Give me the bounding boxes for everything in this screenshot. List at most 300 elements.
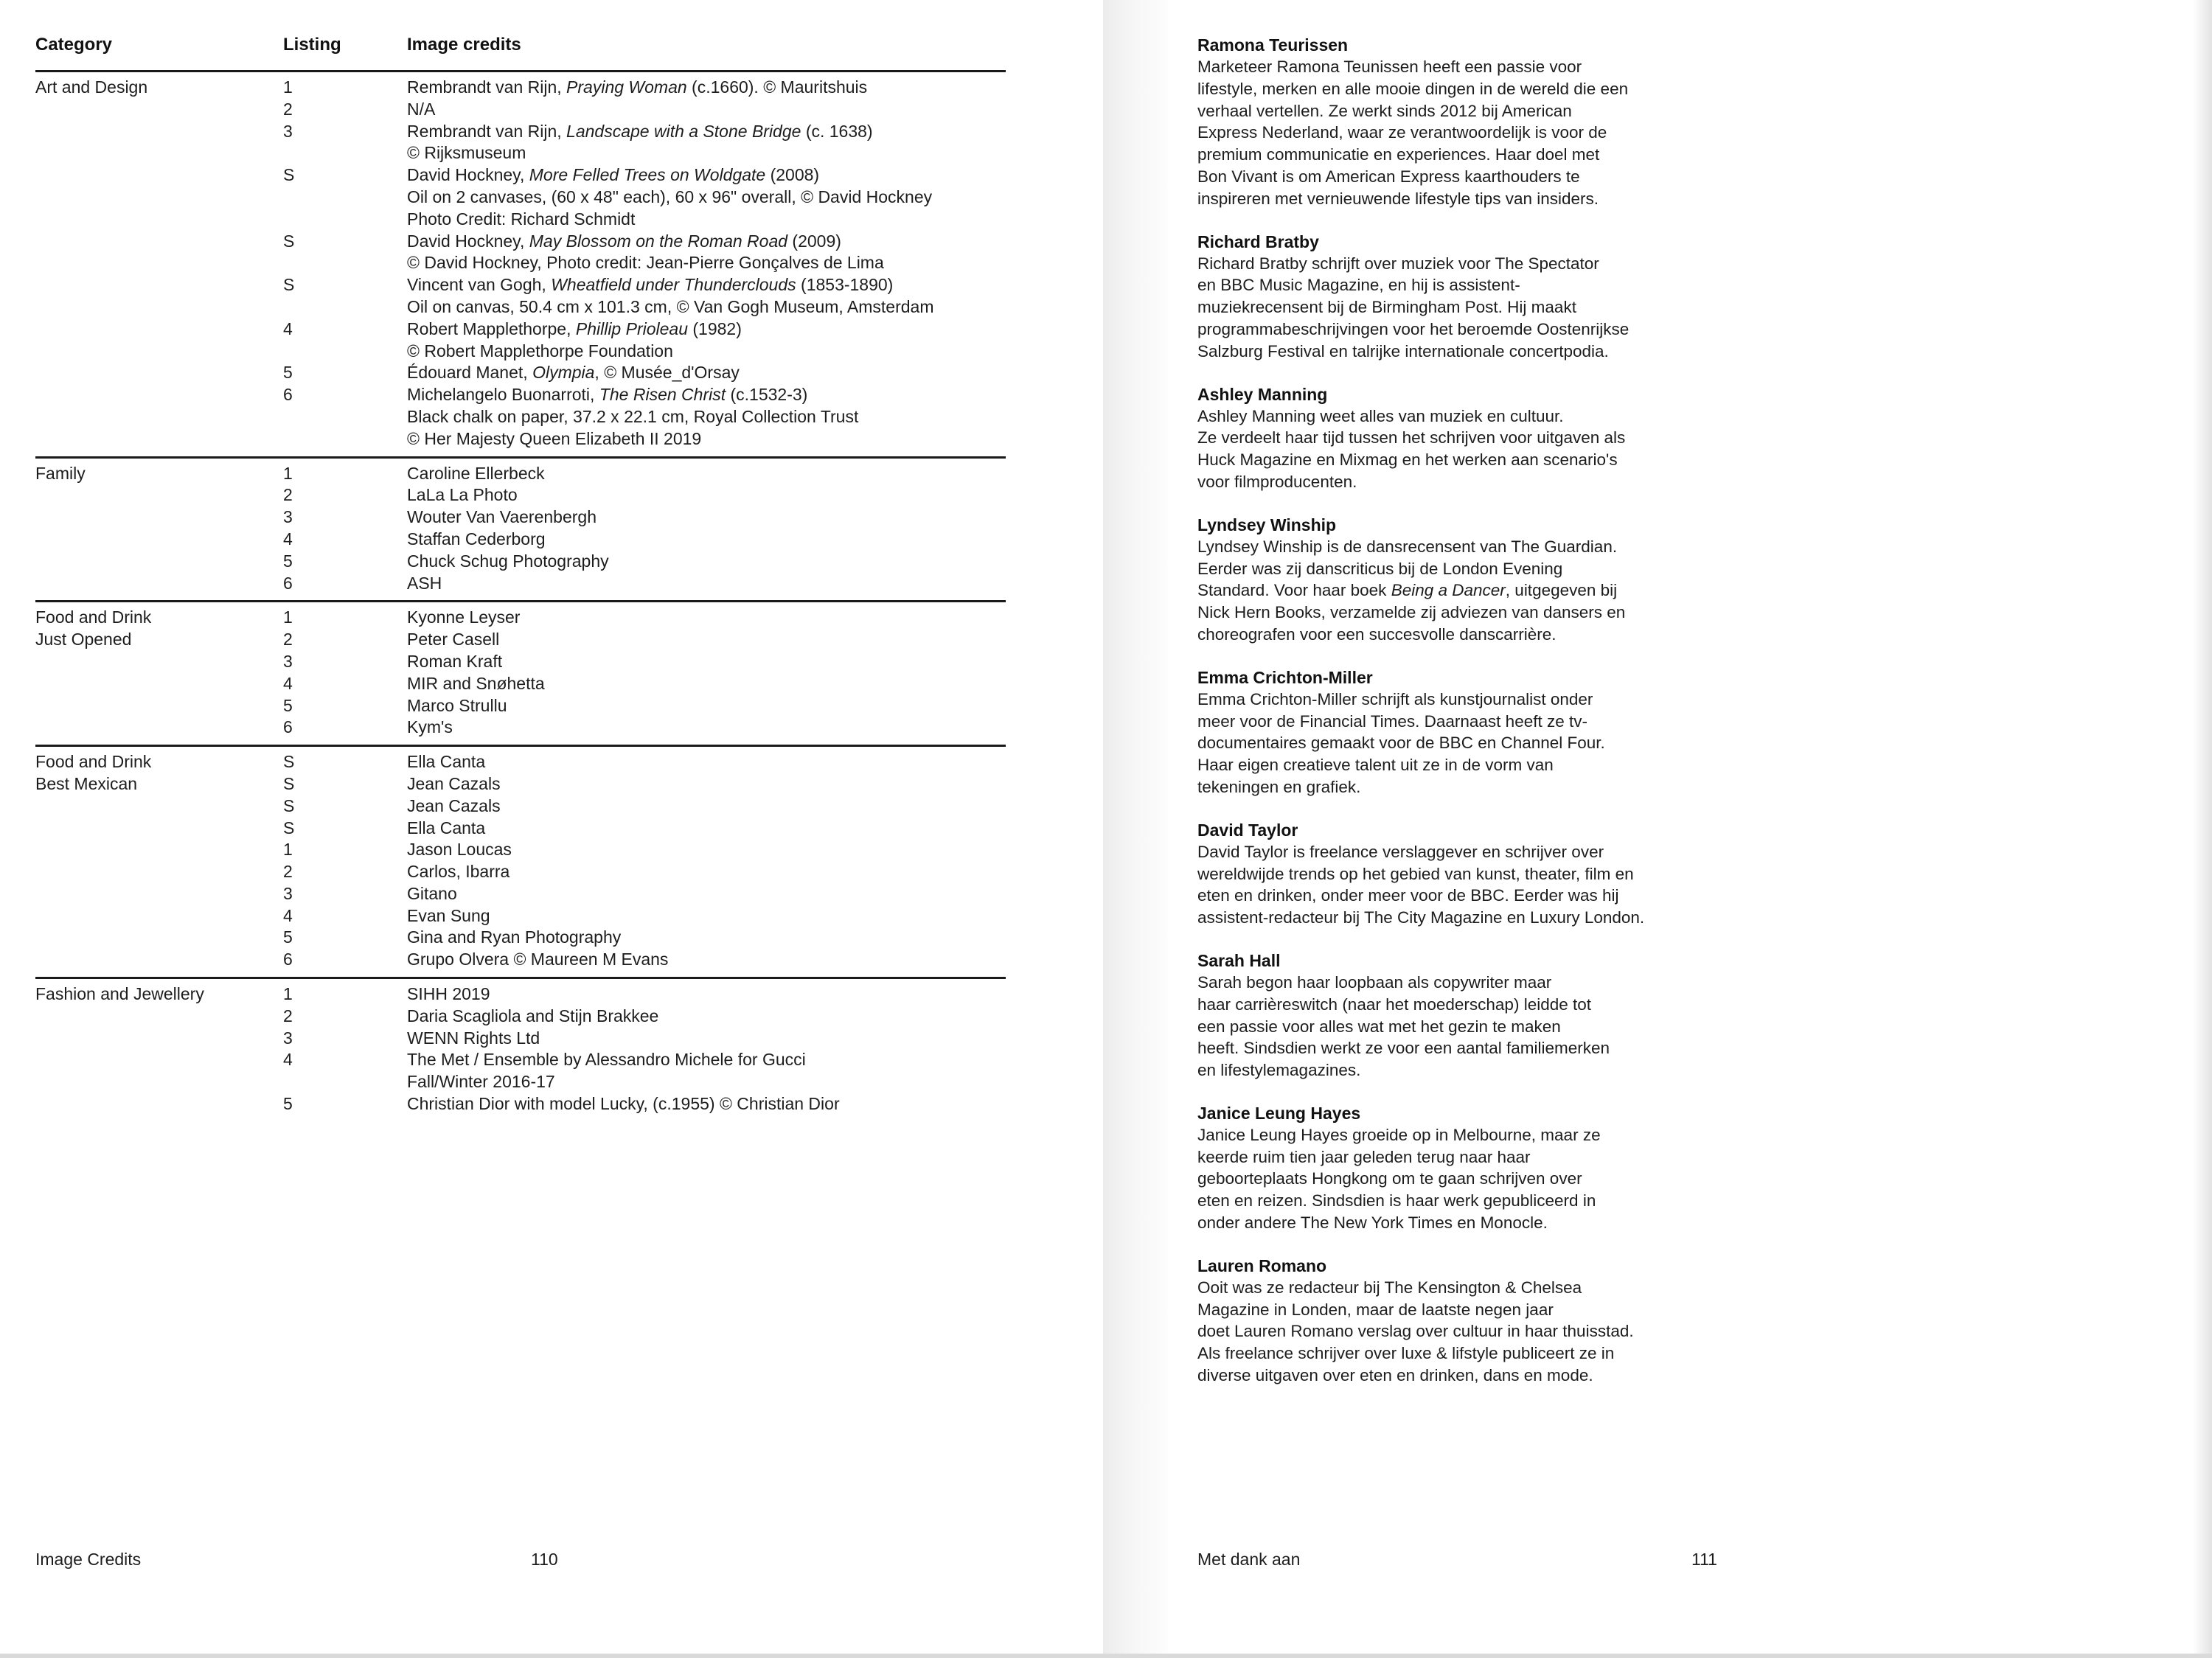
bio-line: [1197, 754, 1684, 776]
bio-text: [1197, 56, 1684, 210]
bio-text: [1197, 841, 1684, 929]
text-span: eten en drinken, onder meer voor de BBC. Eerder was hij: [1197, 886, 1619, 905]
credit-text: [407, 629, 1006, 651]
credit-row: [35, 384, 1006, 450]
credit-row: [35, 607, 1006, 629]
listing-number: S: [283, 795, 295, 815]
category-label: Best Mexican: [35, 773, 138, 793]
category-label: Food and Drink: [35, 752, 152, 772]
bio-line: [1197, 144, 1684, 166]
credit-row: [35, 77, 1006, 99]
contributor-bio: [1197, 1255, 1684, 1387]
text-span: programmabeschrijvingen voor het beroemde Oostenrijkse: [1197, 319, 1630, 338]
italic-title: May Blossom on the Roman Road: [529, 231, 788, 251]
credit-line: [407, 1006, 1006, 1028]
credit-text: [407, 318, 1006, 363]
listing-number: 1: [283, 607, 293, 627]
credit-line: [407, 142, 1006, 164]
credit-line: [407, 99, 1006, 121]
text-span: N/A: [407, 99, 436, 119]
listing-number: 3: [283, 507, 293, 527]
contributor-bio: [1197, 666, 1684, 798]
listing-number: S: [283, 231, 295, 251]
text-span: Evan Sung: [407, 905, 490, 925]
listing-number: 4: [283, 1050, 293, 1070]
text-span: assistent-redacteur bij The City Magazine en Luxury London.: [1197, 908, 1645, 927]
text-span: Express Nederland, waar ze verantwoordelijk is voor de: [1197, 123, 1607, 142]
text-span: Haar eigen creatieve talent uit ze in de vorm van: [1197, 756, 1554, 775]
listing-number: 5: [283, 927, 293, 947]
bio-line: [1197, 1037, 1684, 1059]
bio-line: [1197, 1016, 1684, 1038]
text-span: Kyonne Leyser: [407, 607, 521, 627]
text-span: keerde ruim tien jaar geleden terug naar haar: [1197, 1147, 1531, 1166]
credit-line: [407, 573, 1006, 595]
listing-number: 1: [283, 840, 293, 860]
credit-line: [407, 861, 1006, 883]
text-span: Black chalk on paper, 37.2 x 22.1 cm, Royal Collection Trust: [407, 406, 859, 426]
listing-number: 6: [283, 385, 293, 405]
bio-line: [1197, 841, 1684, 863]
text-span: Grupo Olvera © Maureen M Evans: [407, 950, 669, 969]
text-span: tekeningen en grafiek.: [1197, 777, 1361, 796]
text-span: Gina and Ryan Photography: [407, 927, 622, 947]
listing-number: 2: [283, 99, 293, 119]
bio-text: [1197, 972, 1684, 1081]
bio-line: [1197, 296, 1684, 318]
text-span: David Hockney,: [407, 165, 529, 185]
text-span: Nick Hern Books, verzamelde zij adviezen van dansers en: [1197, 603, 1626, 622]
text-span: Oil on canvas, 50.4 cm x 101.3 cm, © Van Gogh Museum, Amsterdam: [407, 296, 934, 316]
credit-text: [407, 673, 1006, 695]
credit-row: [35, 1093, 1006, 1115]
bio-line: [1197, 1342, 1684, 1365]
credit-row: [35, 121, 1006, 165]
bio-line: [1197, 711, 1684, 733]
italic-title: Being a Dancer: [1391, 581, 1506, 600]
text-span: Caroline Ellerbeck: [407, 463, 545, 483]
text-span: wereldwijde trends op het gebied van kunst, theater, film en: [1197, 864, 1634, 883]
bio-line: [1197, 689, 1684, 711]
credit-line: [407, 77, 1006, 99]
credit-text: [407, 1028, 1006, 1050]
bio-line: [1197, 1168, 1684, 1190]
text-span: Carlos, Ibarra: [407, 862, 510, 882]
bio-line: [1197, 188, 1684, 210]
bio-line: [1197, 1299, 1684, 1321]
bio-line: [1197, 536, 1684, 558]
listing-number: 1: [283, 984, 293, 1004]
category-label: Food and Drink: [35, 607, 152, 627]
text-span: choreografen voor een succesvolle danscarrière.: [1197, 624, 1557, 644]
text-span: Staffan Cederborg: [407, 529, 546, 548]
credit-text: [407, 695, 1006, 717]
text-span: Bon Vivant is om American Express kaarthouders te: [1197, 167, 1580, 186]
text-span: inspireren met vernieuwende lifestyle tips van insiders.: [1197, 189, 1599, 208]
credit-text: [407, 751, 1006, 773]
credit-row: [35, 1028, 1006, 1050]
listing-number: 4: [283, 673, 293, 693]
bio-line: [1197, 1320, 1684, 1342]
credit-line: [407, 818, 1006, 840]
credit-text: [407, 384, 1006, 450]
bio-line: [1197, 1365, 1684, 1387]
page-number: 111: [1691, 1550, 1717, 1569]
footer-title: Image Credits: [35, 1550, 142, 1569]
text-span: Rembrandt van Rijn,: [407, 77, 567, 97]
contributor-name: Emma Crichton-Miller: [1197, 667, 1373, 687]
credit-text: [407, 1049, 1006, 1093]
credit-row: [35, 818, 1006, 840]
italic-title: Wheatfield under Thunderclouds: [551, 275, 796, 295]
credit-text: [407, 463, 1006, 485]
text-span: LaLa La Photo: [407, 485, 518, 505]
listing-number: 4: [283, 905, 293, 925]
credit-section: [35, 459, 1006, 603]
category-label: Fashion and Jewellery: [35, 984, 204, 1004]
credit-text: [407, 795, 1006, 818]
credit-line: [407, 717, 1006, 739]
credit-line: [407, 607, 1006, 629]
credit-line: [407, 551, 1006, 573]
image-credits-table: [35, 29, 1006, 1121]
credit-sections: [35, 72, 1006, 1121]
text-span: muziekrecensent bij de Birmingham Post. Hij maakt: [1197, 298, 1576, 317]
credit-row: [35, 362, 1006, 384]
bio-line: [1197, 122, 1684, 144]
listing-number: 6: [283, 950, 293, 969]
credit-row: [35, 318, 1006, 363]
bio-line: [1197, 341, 1684, 363]
credit-line: [407, 362, 1006, 384]
credit-line: [407, 529, 1006, 551]
credit-row: [35, 629, 1006, 651]
text-span: © Rijksmuseum: [407, 143, 526, 163]
text-span: Jean Cazals: [407, 773, 501, 793]
text-span: Fall/Winter 2016-17: [407, 1072, 555, 1092]
bio-line: [1197, 1190, 1684, 1212]
text-span: Marketeer Ramona Teunissen heeft een passie voor: [1197, 58, 1582, 76]
credit-row: [35, 463, 1006, 485]
text-span: Oil on 2 canvases, (60 x 48" each), 60 x 96" overall, © David Hockney: [407, 187, 933, 206]
bio-line: [1197, 318, 1684, 341]
header-image-credits: Image credits: [407, 35, 521, 55]
text-span: Chuck Schug Photography: [407, 551, 609, 571]
credit-text: [407, 121, 1006, 165]
text-span: Sarah begon haar loopbaan als copywriter maar: [1197, 972, 1552, 992]
text-span: © Her Majesty Queen Elizabeth II 2019: [407, 428, 702, 448]
bio-line: [1197, 253, 1684, 275]
credit-text: [407, 506, 1006, 529]
text-span: Ella Canta: [407, 818, 486, 837]
credit-row: [35, 673, 1006, 695]
credit-text: [407, 1093, 1006, 1115]
credit-line: [407, 209, 1006, 231]
text-span: haar carrièreswitch (naar het moederschap) leidde tot: [1197, 995, 1592, 1014]
credit-line: [407, 231, 1006, 253]
credit-line: [407, 1093, 1006, 1115]
credit-row: [35, 717, 1006, 739]
text-span: Ooit was ze redacteur bij The Kensington & Chelsea: [1197, 1278, 1582, 1297]
bio-text: [1197, 1277, 1684, 1387]
credit-text: [407, 77, 1006, 99]
italic-title: Praying Woman: [566, 77, 687, 97]
text-span: een passie voor alles wat met het gezin te maken: [1197, 1017, 1561, 1036]
text-span: Ella Canta: [407, 752, 486, 772]
credit-line: [407, 187, 1006, 209]
contributor-bio: [1197, 1102, 1684, 1234]
page-number: 110: [531, 1550, 558, 1569]
credit-line: [407, 695, 1006, 717]
left-page: [0, 0, 1103, 1658]
credit-row: [35, 773, 1006, 795]
credit-row: [35, 651, 1006, 673]
bio-text: [1197, 405, 1684, 493]
credit-text: [407, 839, 1006, 861]
text-span: (c.1532-3): [726, 385, 808, 405]
bio-text: [1197, 536, 1684, 646]
contributor-name: Richard Bratby: [1197, 231, 1319, 251]
header-category: Category: [35, 35, 113, 55]
bio-line: [1197, 885, 1684, 907]
text-span: Lyndsey Winship is de dansrecensent van The Guardian.: [1197, 537, 1618, 556]
credit-row: [35, 1006, 1006, 1028]
credit-row: [35, 274, 1006, 318]
listing-number: 2: [283, 630, 293, 649]
contributor-name: Janice Leung Hayes: [1197, 1103, 1361, 1123]
listing-number: 3: [283, 1028, 293, 1048]
credit-line: [407, 839, 1006, 861]
text-span: (c. 1638): [801, 121, 873, 141]
listing-number: 6: [283, 573, 293, 593]
text-span: Emma Crichton-Miller schrijft als kunstjournalist onder: [1197, 689, 1593, 708]
text-span: heeft. Sindsdien werkt ze voor een aantal familiemerken: [1197, 1039, 1610, 1058]
category-label: Art and Design: [35, 77, 148, 97]
text-span: Michelangelo Buonarroti,: [407, 385, 599, 405]
credit-row: [35, 484, 1006, 506]
bio-line: [1197, 449, 1684, 471]
listing-number: S: [283, 773, 295, 793]
text-span: Roman Kraft: [407, 651, 503, 671]
credit-text: [407, 717, 1006, 739]
text-span: lifestyle, merken en alle mooie dingen in de wereld die een: [1197, 79, 1629, 98]
listing-number: 5: [283, 363, 293, 383]
listing-number: 5: [283, 551, 293, 571]
bio-line: [1197, 776, 1684, 798]
credit-section: [35, 72, 1006, 459]
listing-number: 4: [283, 318, 293, 338]
text-span: Wouter Van Vaerenbergh: [407, 507, 597, 527]
text-span: , uitgegeven bij: [1505, 581, 1618, 600]
credit-text: [407, 99, 1006, 121]
credit-text: [407, 983, 1006, 1006]
credit-section: [35, 602, 1006, 747]
credit-line: [407, 1071, 1006, 1093]
text-span: Magazine in Londen, maar de laatste negen jaar: [1197, 1300, 1554, 1319]
text-span: (c.1660). © Mauritshuis: [686, 77, 868, 97]
credit-text: [407, 883, 1006, 905]
credit-line: [407, 484, 1006, 506]
text-span: Gitano: [407, 883, 457, 903]
credit-line: [407, 121, 1006, 143]
credit-row: [35, 883, 1006, 905]
text-span: Jean Cazals: [407, 795, 501, 815]
listing-number: S: [283, 275, 295, 295]
page-edge: [2193, 0, 2212, 1658]
text-span: verhaal vertellen. Ze werkt sinds 2012 bij American: [1197, 101, 1572, 120]
text-span: Standard. Voor haar boek: [1197, 581, 1391, 600]
bio-line: [1197, 1059, 1684, 1081]
text-span: Eerder was zij danscriticus bij de London Evening: [1197, 559, 1563, 578]
credit-line: [407, 384, 1006, 406]
listing-number: 5: [283, 695, 293, 715]
listing-number: 1: [283, 77, 293, 97]
credit-line: [407, 406, 1006, 428]
text-span: David Taylor is freelance verslaggever en schrijver over: [1197, 842, 1604, 861]
credit-line: [407, 506, 1006, 529]
listing-number: 3: [283, 121, 293, 141]
bio-line: [1197, 1212, 1684, 1234]
bio-line: [1197, 1277, 1684, 1299]
italic-title: Phillip Prioleau: [575, 318, 688, 338]
bio-line: [1197, 405, 1684, 428]
credit-text: [407, 949, 1006, 971]
credit-text: [407, 861, 1006, 883]
text-span: MIR and Snøhetta: [407, 673, 545, 693]
text-span: Daria Scagliola and Stijn Brakkee: [407, 1006, 659, 1025]
text-span: Marco Strullu: [407, 695, 507, 715]
text-span: (1853-1890): [796, 275, 894, 295]
italic-title: Olympia: [532, 363, 595, 383]
contributor-bio: [1197, 950, 1684, 1081]
credit-row: [35, 695, 1006, 717]
credit-line: [407, 751, 1006, 773]
credit-line: [407, 318, 1006, 341]
credit-line: [407, 927, 1006, 949]
text-span: SIHH 2019: [407, 984, 490, 1004]
bio-line: [1197, 558, 1684, 580]
text-span: (1982): [688, 318, 742, 338]
text-span: onder andere The New York Times en Monocle.: [1197, 1213, 1548, 1233]
text-span: Peter Casell: [407, 630, 500, 649]
text-span: Robert Mapplethorpe,: [407, 318, 576, 338]
credit-line: [407, 341, 1006, 363]
bio-text: [1197, 253, 1684, 363]
listing-number: 2: [283, 1006, 293, 1025]
contributor-name: Lyndsey Winship: [1197, 515, 1337, 534]
credit-line: [407, 773, 1006, 795]
credit-text: [407, 573, 1006, 595]
credit-line: [407, 463, 1006, 485]
text-span: Salzburg Festival en talrijke internationale concertpodia.: [1197, 341, 1609, 360]
credit-row: [35, 795, 1006, 818]
contributor-bio: [1197, 819, 1684, 929]
contributor-bio: [1197, 34, 1684, 210]
credit-row: [35, 573, 1006, 595]
text-span: (2009): [787, 231, 841, 251]
bio-line: [1197, 100, 1684, 122]
italic-title: Landscape with a Stone Bridge: [566, 121, 801, 141]
bio-line: [1197, 1146, 1684, 1168]
text-span: © David Hockney, Photo credit: Jean-Pierre Gonçalves de Lima: [407, 253, 884, 273]
credit-text: [407, 231, 1006, 275]
bio-line: [1197, 732, 1684, 754]
text-span: eten en reizen. Sindsdien is haar werk gepubliceerd in: [1197, 1191, 1596, 1211]
credit-text: [407, 905, 1006, 927]
italic-title: More Felled Trees on Woldgate: [529, 165, 766, 185]
text-span: Als freelance schrijver over luxe & lifstyle publiceert ze in: [1197, 1344, 1615, 1363]
text-span: en BBC Music Magazine, en hij is assistent-: [1197, 276, 1520, 295]
text-span: Photo Credit: Richard Schmidt: [407, 209, 636, 229]
credit-line: [407, 651, 1006, 673]
text-span: , © Musée_d'Orsay: [594, 363, 740, 383]
credit-text: [407, 818, 1006, 840]
bio-line: [1197, 56, 1684, 78]
text-span: Ze verdeelt haar tijd tussen het schrijven voor uitgaven als: [1197, 428, 1626, 447]
text-span: diverse uitgaven over eten en drinken, dans en mode.: [1197, 1366, 1593, 1385]
listing-number: S: [283, 752, 295, 772]
bio-line: [1197, 972, 1684, 994]
credit-line: [407, 629, 1006, 651]
text-span: (2008): [765, 165, 820, 185]
text-span: en lifestylemagazines.: [1197, 1061, 1361, 1080]
credit-row: [35, 506, 1006, 529]
credit-row: [35, 861, 1006, 883]
credit-row: [35, 99, 1006, 121]
text-span: WENN Rights Ltd: [407, 1028, 540, 1048]
text-span: Jason Loucas: [407, 840, 512, 860]
listing-number: 3: [283, 651, 293, 671]
text-span: doet Lauren Romano verslag over cultuur in haar thuisstad.: [1197, 1322, 1634, 1341]
credit-line: [407, 428, 1006, 450]
text-span: © Robert Mapplethorpe Foundation: [407, 341, 673, 360]
credit-line: [407, 296, 1006, 318]
credit-row: [35, 164, 1006, 230]
credit-line: [407, 795, 1006, 818]
bio-line: [1197, 579, 1684, 602]
credit-row: [35, 949, 1006, 971]
listing-number: 1: [283, 463, 293, 483]
page-edge: [0, 1654, 2212, 1658]
credit-line: [407, 905, 1006, 927]
credit-text: [407, 773, 1006, 795]
credit-row: [35, 231, 1006, 275]
table-header: [35, 29, 1006, 72]
bio-text: [1197, 689, 1684, 798]
text-span: Christian Dior with model Lucky, (c.1955) © Christian Dior: [407, 1094, 840, 1114]
credit-row: [35, 839, 1006, 861]
contributor-bio: [1197, 231, 1684, 363]
contributor-name: Ashley Manning: [1197, 384, 1328, 404]
footer-title: Met dank aan: [1197, 1550, 1301, 1569]
contributor-bio: [1197, 383, 1684, 493]
bio-line: [1197, 1124, 1684, 1146]
spine-gutter: [1103, 0, 1168, 1658]
contributor-name: Sarah Hall: [1197, 950, 1281, 970]
header-listing: Listing: [283, 35, 341, 55]
credit-text: [407, 551, 1006, 573]
contributor-name: Lauren Romano: [1197, 1255, 1327, 1275]
category-label: Just Opened: [35, 630, 132, 649]
bio-line: [1197, 994, 1684, 1016]
credit-line: [407, 949, 1006, 971]
listing-number: 2: [283, 862, 293, 882]
credit-text: [407, 362, 1006, 384]
bio-line: [1197, 78, 1684, 100]
credit-line: [407, 673, 1006, 695]
credit-text: [407, 651, 1006, 673]
credit-line: [407, 164, 1006, 187]
